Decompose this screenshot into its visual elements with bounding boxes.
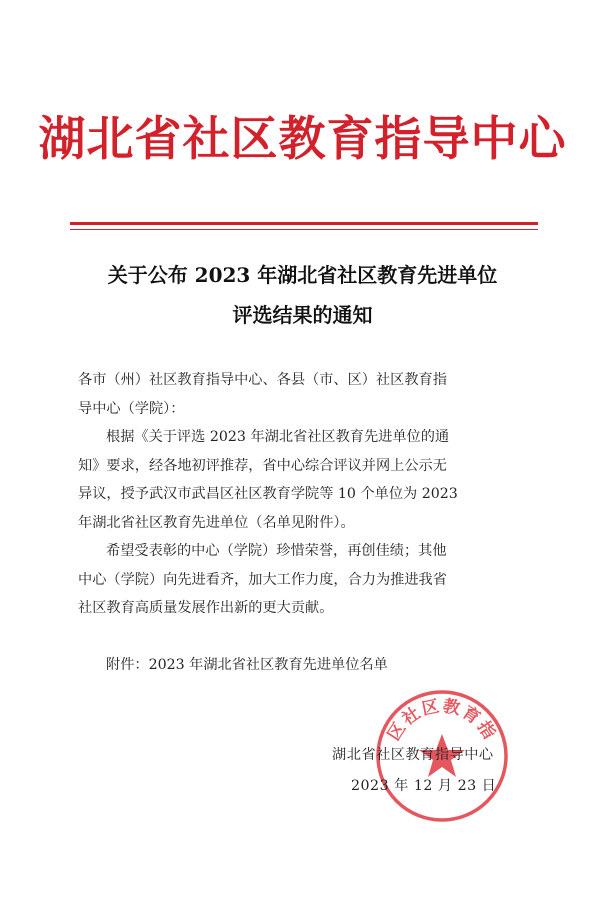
paragraph-2-line-1: 希望受表彰的中心（学院）珍惜荣誉，再创佳绩；其他 [106, 543, 447, 559]
seal-text: 区社区教育指 [384, 696, 500, 745]
paragraph-1-line-1: 根据《关于评选 2023 年湖北省社区教育先进单位的通 [106, 429, 450, 445]
signature-organization: 湖北省社区教育指导中心 [332, 747, 494, 763]
attachment-line: 附件：2023 年湖北省社区教育先进单位名单 [106, 656, 388, 673]
document-title-line-2: 评选结果的通知 [232, 303, 373, 327]
paragraph-1-line-2: 知》要求，经各地初评推荐，省中心综合评议并网上公示无 [78, 457, 447, 474]
document-title-line-1: 关于公布 2023 年湖北省社区教育先进单位 [107, 263, 498, 287]
signature-date: 2023 年 12 月 23 日 [351, 778, 497, 794]
masthead-title: 湖北省社区教育指导中心 [38, 112, 567, 167]
paragraph-1-line-3: 异议，授予武汉市武昌区社区教育学院等 10 个单位为 2023 [78, 486, 458, 502]
masthead-rule-thick [70, 222, 538, 225]
blank-line [78, 623, 538, 651]
salutation-line-2: 导中心（学院）： [78, 400, 185, 417]
document-body [78, 366, 538, 679]
paragraph-1-line-4: 年湖北省社区教育先进单位（名单见附件）。 [78, 514, 355, 531]
paragraph-2-line-3: 社区教育高质量发展作出新的更大贡献。 [78, 600, 334, 616]
masthead-rule-thin [70, 229, 538, 230]
salutation-line-1: 各市（州）社区教育指导中心、各县（市、区）社区教育指 [78, 372, 447, 388]
paragraph-2-line-2: 中心（学院）向先进看齐，加大工作力度，合力为推进我省 [78, 571, 447, 588]
